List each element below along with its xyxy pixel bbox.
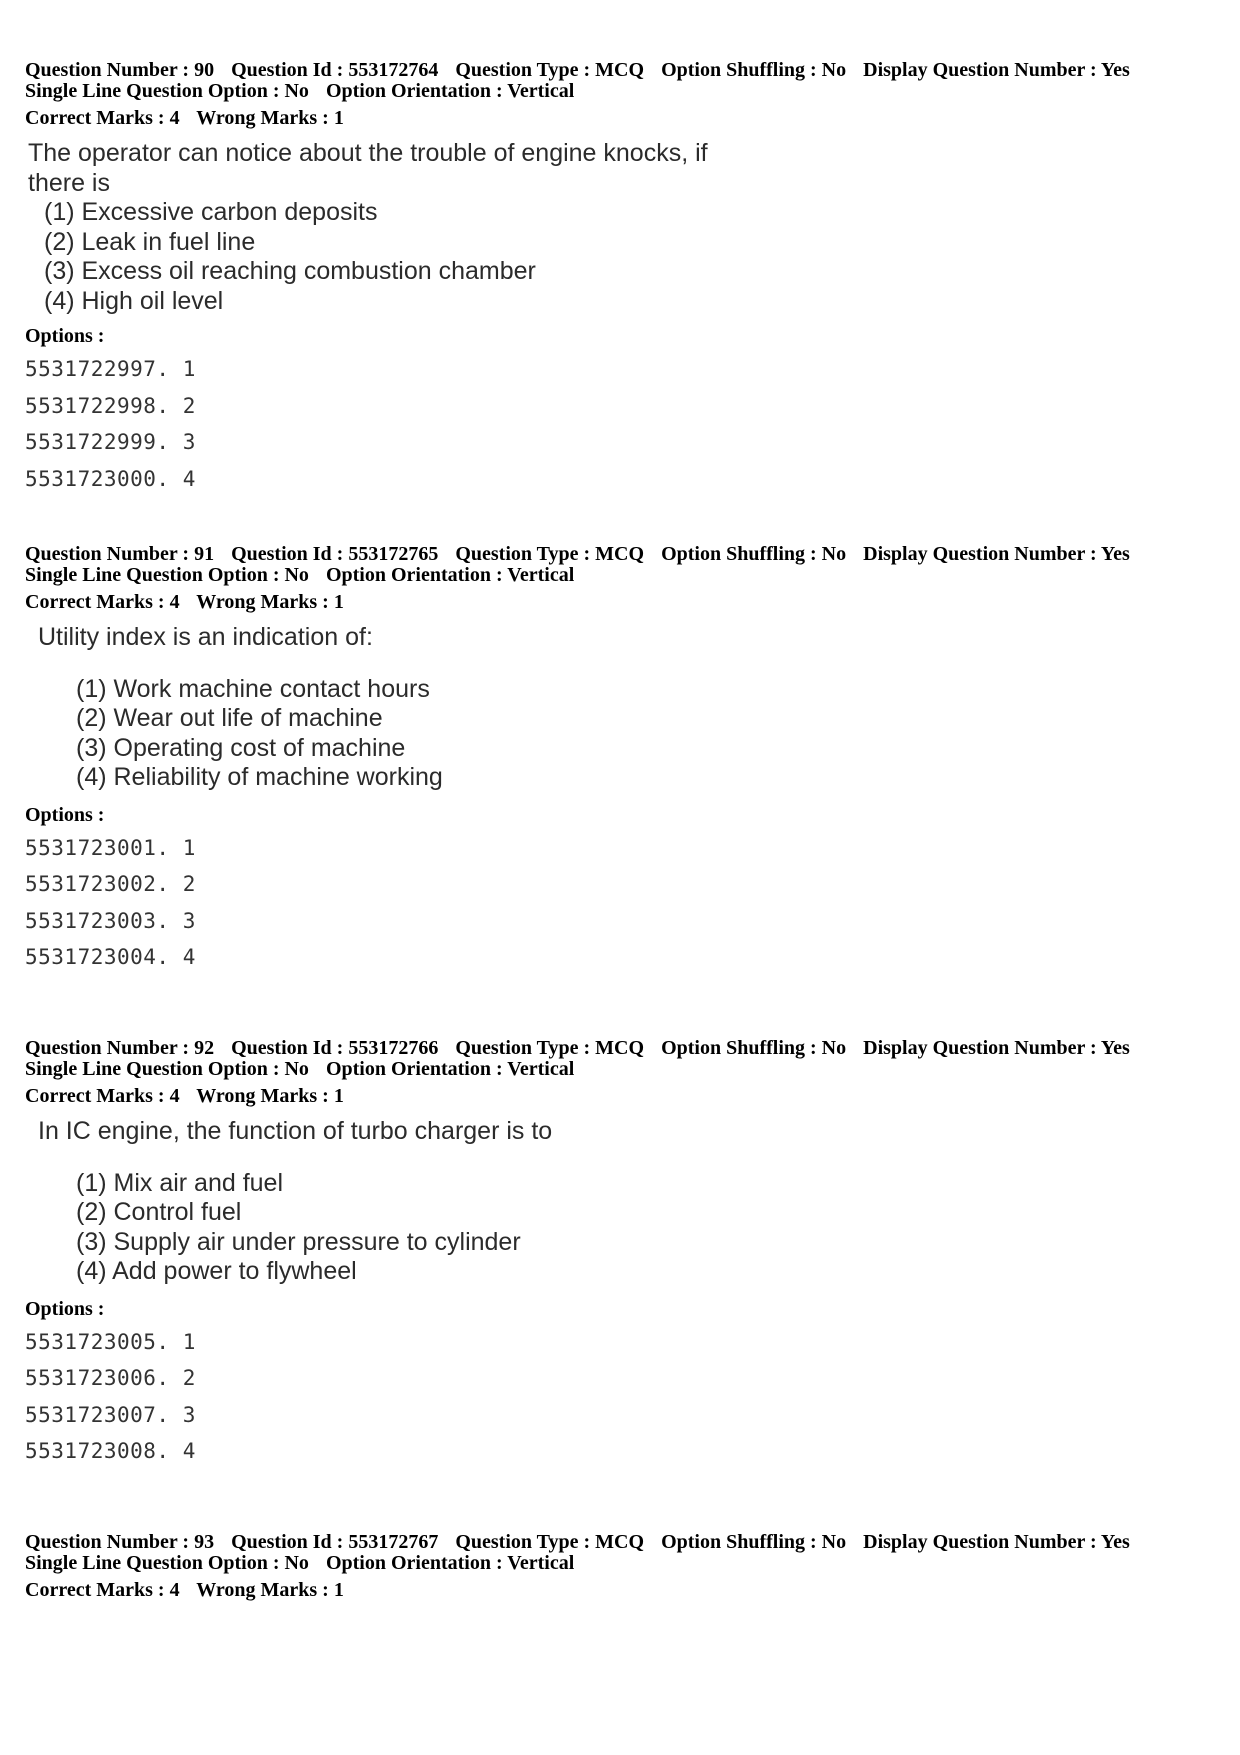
- option-list: [25, 830, 1142, 976]
- question-91: [25, 544, 1142, 976]
- choice-item: (1) Excessive carbon deposits: [44, 198, 378, 226]
- question-text-box: [25, 1117, 1142, 1287]
- marks-line: [25, 1580, 1142, 1601]
- question-92: [25, 1038, 1142, 1470]
- wrong-marks: Wrong Marks : 1: [196, 591, 344, 613]
- question-type: Question Type : MCQ: [455, 1531, 645, 1553]
- choice-item: (2) Control fuel: [76, 1198, 242, 1226]
- marks-line: [25, 1086, 1142, 1107]
- question-id: Question Id : 553172765: [231, 543, 439, 565]
- question-type: Question Type : MCQ: [455, 59, 645, 81]
- correct-marks: Correct Marks : 4: [25, 1085, 180, 1107]
- question-stem: In IC engine, the function of turbo charger is to: [38, 1117, 553, 1145]
- question-stem: The operator can notice about the trouble of engine knocks, if there is: [28, 139, 708, 197]
- wrong-marks: Wrong Marks : 1: [196, 1085, 344, 1107]
- option-shuffling: Option Shuffling : No: [661, 1531, 847, 1553]
- option-item[interactable]: 5531722998. 2: [25, 393, 196, 418]
- question-meta-line-2: [25, 1059, 1142, 1080]
- options-label: Options :: [25, 1297, 105, 1320]
- option-orientation: Option Orientation : Vertical: [325, 80, 575, 102]
- option-item[interactable]: 5531723005. 1: [25, 1329, 196, 1354]
- choice-item: (1) Mix air and fuel: [76, 1168, 284, 1197]
- option-item[interactable]: 5531723002. 2: [25, 872, 196, 896]
- option-item[interactable]: 5531723000. 4: [25, 466, 196, 491]
- choice-item: (3) Operating cost of machine: [76, 733, 406, 762]
- question-93: [25, 1532, 1142, 1601]
- option-list: [25, 1324, 1142, 1470]
- question-meta-line-2: [25, 565, 1142, 586]
- choice-item: (4) Reliability of machine working: [76, 763, 443, 791]
- single-line-question-option: Single Line Question Option : No: [25, 80, 309, 102]
- question-text-box: [25, 623, 1142, 793]
- option-shuffling: Option Shuffling : No: [661, 543, 847, 565]
- option-orientation: Option Orientation : Vertical: [325, 1552, 575, 1574]
- choice-item: (3) Supply air under pressure to cylinder: [76, 1227, 521, 1256]
- option-item[interactable]: 5531722997. 1: [25, 357, 196, 381]
- option-item[interactable]: 5531723007. 3: [25, 1402, 196, 1427]
- marks-line: [25, 592, 1142, 613]
- correct-marks: Correct Marks : 4: [25, 591, 180, 613]
- question-text-box: [25, 139, 1142, 316]
- option-item[interactable]: 5531723004. 4: [25, 945, 196, 969]
- choice-item: (4) High oil level: [44, 286, 224, 315]
- option-item[interactable]: 5531722999. 3: [25, 430, 196, 454]
- question-type: Question Type : MCQ: [455, 543, 645, 565]
- option-list: [25, 351, 1142, 497]
- question-number: Question Number : 90: [25, 59, 215, 81]
- question-id: Question Id : 553172766: [231, 1037, 439, 1059]
- option-shuffling: Option Shuffling : No: [661, 1037, 847, 1059]
- question-number: Question Number : 92: [25, 1037, 215, 1059]
- display-question-number: Display Question Number : Yes: [863, 1531, 1130, 1553]
- question-meta-line: [25, 1038, 1142, 1059]
- choice-item: (4) Add power to flywheel: [76, 1257, 357, 1285]
- option-item[interactable]: 5531723006. 2: [25, 1366, 196, 1390]
- question-meta-line-2: [25, 81, 1142, 102]
- choice-list: [38, 1169, 1142, 1287]
- display-question-number: Display Question Number : Yes: [863, 59, 1130, 81]
- options-label: Options :: [25, 325, 105, 347]
- question-meta-line: [25, 544, 1142, 565]
- question-stem: Utility index is an indication of:: [38, 623, 373, 651]
- marks-line: [25, 108, 1142, 129]
- option-orientation: Option Orientation : Vertical: [325, 564, 575, 586]
- single-line-question-option: Single Line Question Option : No: [25, 1058, 309, 1080]
- question-number: Question Number : 91: [25, 543, 215, 565]
- choice-item: (1) Work machine contact hours: [76, 674, 430, 703]
- correct-marks: Correct Marks : 4: [25, 1579, 180, 1601]
- wrong-marks: Wrong Marks : 1: [196, 107, 344, 129]
- options-label: Options :: [25, 803, 105, 826]
- single-line-question-option: Single Line Question Option : No: [25, 1552, 309, 1574]
- option-item[interactable]: 5531723003. 3: [25, 908, 196, 933]
- question-id: Question Id : 553172767: [231, 1531, 439, 1553]
- wrong-marks: Wrong Marks : 1: [196, 1579, 344, 1601]
- choice-item: (2) Leak in fuel line: [44, 227, 256, 256]
- display-question-number: Display Question Number : Yes: [863, 543, 1130, 565]
- single-line-question-option: Single Line Question Option : No: [25, 564, 309, 586]
- display-question-number: Display Question Number : Yes: [863, 1037, 1130, 1059]
- option-orientation: Option Orientation : Vertical: [325, 1058, 575, 1080]
- question-90: [25, 60, 1142, 497]
- choice-item: (3) Excess oil reaching combustion chamber: [44, 257, 536, 285]
- choice-list: [28, 198, 1142, 316]
- option-shuffling: Option Shuffling : No: [661, 59, 847, 81]
- question-meta-line: [25, 1532, 1142, 1553]
- choice-list: [38, 675, 1142, 793]
- correct-marks: Correct Marks : 4: [25, 107, 180, 129]
- question-meta-line-2: [25, 1553, 1142, 1574]
- question-number: Question Number : 93: [25, 1531, 215, 1553]
- question-id: Question Id : 553172764: [231, 59, 439, 81]
- question-type: Question Type : MCQ: [455, 1037, 645, 1059]
- option-item[interactable]: 5531723001. 1: [25, 835, 196, 860]
- question-meta-line: [25, 60, 1142, 81]
- option-item[interactable]: 5531723008. 4: [25, 1439, 196, 1463]
- choice-item: (2) Wear out life of machine: [76, 704, 383, 732]
